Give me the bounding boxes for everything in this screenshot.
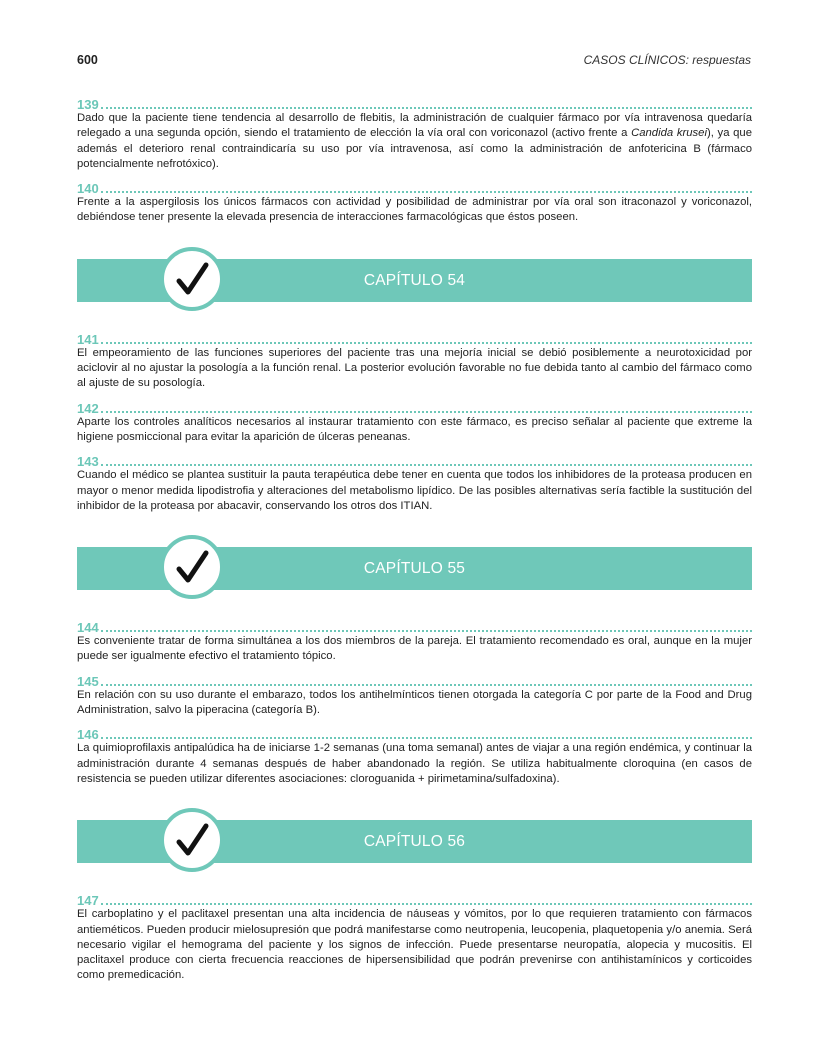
answer-number: 143 (77, 454, 99, 470)
dotted-leader (101, 737, 752, 739)
answer-141 (77, 331, 752, 392)
dotted-leader (101, 107, 752, 109)
answer-number: 147 (77, 893, 99, 909)
answer-147 (77, 892, 752, 983)
answer-text: El carboplatino y el paclitaxel presentan una alta incidencia de náuseas y vómitos, por lo que requieren tratamiento con fármacos antieméticos. Pueden producir mielosupresión que podrá manifestarse como neutropenia, leucopenia, plaquetopenia y/o anemia. Será necesario vigilar el hemograma del paciente y los signos de infección. Puede presentarse neuropatía, alopecia y mucositis. El paclitaxel produce con cierta frecuencia reacciones de hipersensibilidad que podrán prevenirse con antihistamínicos y corticoides como premedicación. (77, 908, 752, 982)
dotted-leader (101, 630, 752, 632)
answer-143 (77, 453, 752, 514)
answer-text: El empeoramiento de las funciones superiores del paciente tras una mejoría inicial se debió posiblemente a neurotoxicidad por aciclovir al no ajustar la posología a la función renal. La posterior evolución favorable no fue debida tanto al cambio del fármaco como al ajuste de su posología. (77, 346, 752, 390)
answer-number: 142 (77, 400, 99, 416)
answer-text: Aparte los controles analíticos necesarios al instaurar tratamiento con este fármaco, es preciso señalar al paciente que extreme la higiene posmiccional para evitar la aparición de úlceras peneanas. (77, 415, 752, 443)
answer-number: 141 (77, 331, 99, 347)
answer-text: Dado que la paciente tiene tendencia al desarrollo de flebitis, la administración de cualquier fármaco por vía intravenosa quedaría relegado a una segunda opción, siendo el tratamiento de elección la vía oral con voriconazol (activo frente a Candida krusei), ya que además el deterioro renal contraindicaría su uso por vía intravenosa, así como la administración de anfotericina B (fármaco potencialmente nefrotóxico). (77, 112, 752, 170)
italic-term: Candida krusei (631, 127, 707, 140)
dotted-leader (101, 464, 752, 466)
dotted-leader (101, 684, 752, 686)
chapter-banner-55 (77, 547, 752, 590)
answer-text: Es conveniente tratar de forma simultánea a los dos miembros de la pareja. El tratamiento recomendado es oral, aunque en la mujer puede ser igualmente efectivo el tratamiento tópico. (77, 635, 752, 663)
page-content (77, 96, 752, 992)
dotted-leader (101, 342, 752, 344)
answer-text: En relación con su uso durante el embarazo, todos los antihelmínticos tienen otorgada la categoría C por parte de la Food and Drug Administration, salvo la piperacina (categoría B). (77, 688, 752, 717)
running-head: CASOS CLÍNICOS: respuestas (583, 53, 751, 67)
answer-number: 145 (77, 673, 99, 689)
chapter-banner-54 (77, 259, 752, 302)
answer-number: 146 (77, 727, 99, 743)
answer-146 (77, 726, 752, 787)
answer-number: 140 (77, 181, 99, 197)
answer-text: Frente a la aspergilosis los únicos fármacos con actividad y posibilidad de administrar por vía oral son itraconazol y voriconazol, debiéndose tener presente la elevada presencia de interacciones farmacológicas que éstos poseen. (77, 196, 752, 224)
chapter-title: CAPÍTULO 56 (363, 833, 466, 851)
dotted-leader (101, 411, 752, 413)
answer-number: 139 (77, 97, 99, 112)
answer-text: La quimioprofilaxis antipalúdica ha de iniciarse 1-2 semanas (una toma semanal) antes de viajar a una región endémica, y continuar la administración durante 4 semanas después de haber abandonado la región. Se utiliza habitualmente cloroquina (en casos de resistencia se pueden utilizar diferentes asociaciones: cloroguanida + pirimetamina/sulfadoxina). (77, 742, 752, 785)
answer-144 (77, 619, 752, 665)
answer-text: Cuando el médico se plantea sustituir la pauta terapéutica debe tener en cuenta que todos los inhibidores de la proteasa producen en mayor o menor medida lipodistrofia y alteraciones del metabolismo lipídico. De las posibles alternativas sería factible la sustitución del inhibidor de la proteasa por abacavir, conservando los otros dos ITIAN. (77, 469, 752, 512)
chapter-title: CAPÍTULO 55 (363, 560, 466, 578)
answer-145 (77, 673, 752, 719)
dotted-leader (101, 191, 752, 193)
chapter-title: CAPÍTULO 54 (363, 271, 466, 289)
answer-140 (77, 180, 752, 226)
page-number: 600 (77, 53, 98, 67)
dotted-leader (101, 903, 752, 905)
answer-139 (77, 96, 752, 172)
chapter-banner-56 (77, 820, 752, 863)
answer-number: 144 (77, 620, 99, 636)
answer-142 (77, 400, 752, 446)
